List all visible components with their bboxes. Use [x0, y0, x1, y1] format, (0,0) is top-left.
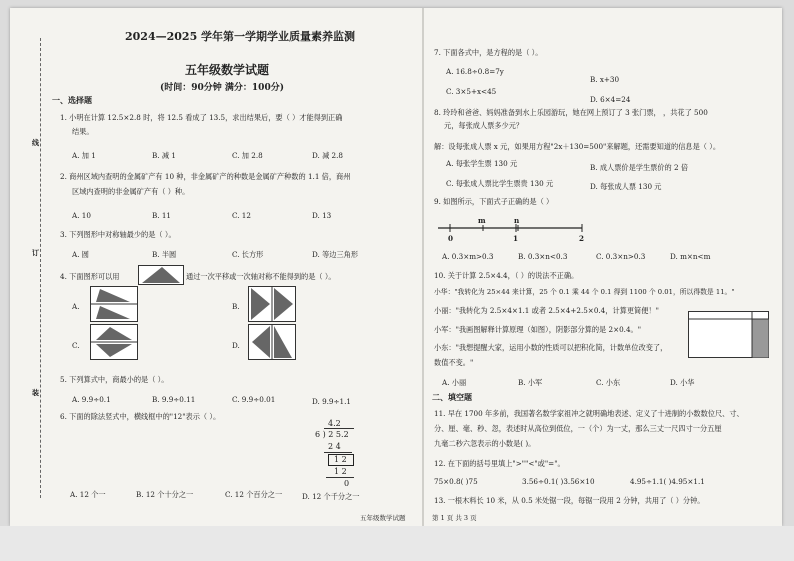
q4-option-b: B.	[232, 302, 240, 311]
section-choice: 一、选择题	[52, 95, 92, 105]
q9-option-d: D. m×n<m	[670, 252, 711, 261]
q4-option-c: C.	[72, 341, 80, 350]
q2-option-a: A. 10	[72, 211, 91, 220]
q12-item-1: 75×0.8( )75	[434, 477, 478, 486]
q3-option-c: C. 长方形	[232, 250, 264, 259]
division-step3: 1 2	[334, 467, 347, 476]
q6-text: 6. 下面的除法竖式中，横线框中的"12"表示（ ）。	[60, 412, 221, 421]
q11-line2: 分、厘、毫、秒、忽，表述时从高位到低位，一（个）为一丈，那么三丈一尺四寸一分五厘	[434, 424, 722, 433]
q7-text: 7. 下面各式中，是方程的是（ ）。	[434, 48, 543, 57]
q2-option-d: D. 13	[312, 211, 332, 220]
q10-area-diagram	[688, 311, 770, 359]
q1-line2: 结果。	[72, 127, 94, 136]
q4-option-a: A.	[72, 302, 80, 311]
q4-figure-d	[248, 324, 296, 360]
q10-statement-2: 小丽："我转化为 2.5×4×1.1 或者 2.5×4+2.5×0.4，计算更简便！"	[434, 306, 659, 315]
q4-text-pre: 4. 下面图形可以用	[60, 272, 120, 281]
numline-tick-0: 0	[448, 234, 454, 243]
q7-option-b: B. x+30	[590, 75, 620, 84]
q10-option-d: D. 小华	[670, 378, 695, 387]
numline-label-n: n	[514, 216, 520, 225]
q8-solution: 解：设每张成人票 x 元，如果用方程"2x＋130=500"来解题，还需要知道的信息是（ ）。	[434, 142, 721, 151]
q5-option-d: D. 9.9÷1.1	[312, 397, 351, 406]
q6-option-a: A. 12 个一	[70, 490, 106, 499]
q5-text: 5. 下列算式中，商最小的是（ ）。	[60, 375, 169, 384]
q1-option-d: D. 减 2.8	[312, 151, 343, 160]
q4-text-post: 通过一次平移或一次轴对称不能得到的是（ ）。	[186, 272, 336, 281]
q9-option-b: B. 0.3×n<0.3	[518, 252, 568, 261]
q3-option-b: B. 半圆	[152, 250, 177, 259]
q4-figure-a	[90, 286, 138, 322]
q11-line1: 11. 早在 1700 年多前，我国著名数学家祖冲之就明确地表述、定义了十进制的小数数位尺、寸、	[434, 409, 744, 418]
page-fold	[422, 8, 424, 526]
q11-line3: 九毫二秒六忽表示的小数是( )。	[434, 439, 536, 448]
division-remainder: 0	[344, 479, 350, 488]
q1-option-a: A. 加 1	[72, 151, 96, 160]
q7-option-a: A. 16.8÷0.8=7y	[446, 67, 504, 76]
q2-line1: 2. 商州区域内查明的金属矿产有 10 种，非金属矿产的种数是金属矿产种数的 1.1 倍，商州	[60, 172, 351, 181]
q13-text: 13. 一根木料长 10 米，从 0.5 米处锯一段，每锯一段用 2 分钟，共用了（ ）分钟。	[434, 496, 705, 505]
right-footer: 第 1 页 共 3 页	[432, 514, 477, 522]
q3-option-a: A. 圆	[72, 250, 89, 259]
numline-tick-1: 1	[513, 234, 519, 243]
division-quotient: 4.2	[328, 419, 341, 428]
q1-line1: 1. 小明在计算 12.5×2.8 时，将 12.5 看成了 13.5，求出结果后，要（ ）才能得到正确	[60, 113, 343, 122]
q2-option-c: C. 12	[232, 211, 251, 220]
number-line	[436, 216, 586, 240]
q2-line2: 区域内查明的非金属矿产有（ ）种。	[72, 187, 190, 196]
q10-statement-1: 小华："我转化为 25×44 来计算，25 个 0.1 乘 44 个 0.1 得到 1100 个 0.01，所以得数是 11。"	[434, 288, 735, 296]
q2-option-b: B. 11	[152, 211, 171, 220]
q5-option-b: B. 9.9÷0.11	[152, 395, 196, 404]
division-step2: 1 2	[334, 455, 347, 464]
division-step1: 2 4	[328, 442, 341, 451]
exam-title: 2024—2025 学年第一学期学业质量素养监测	[125, 30, 356, 43]
q5-option-a: A. 9.9÷0.1	[72, 395, 111, 404]
q4-option-d: D.	[232, 341, 240, 350]
q8-option-d: D. 每张成人票 130 元	[590, 182, 662, 191]
q12-item-2: 3.56÷0.1( )3.56×10	[522, 477, 595, 486]
q4-figure-b	[248, 286, 296, 322]
q8-option-c: C. 每张成人票比学生票贵 130 元	[446, 179, 554, 188]
q6-option-b: B. 12 个十分之一	[136, 490, 194, 499]
q3-option-d: D. 等边三角形	[312, 250, 359, 259]
q8-option-a: A. 每张学生票 130 元	[446, 159, 518, 168]
q4-figure-c	[90, 324, 138, 360]
q9-option-a: A. 0.3×m>0.3	[442, 252, 494, 261]
q9-option-c: C. 0.3×n>0.3	[596, 252, 646, 261]
q10-statement-3: 小军："我画图解释计算原理（如图），阴影部分算的是 2×0.4。"	[434, 325, 642, 334]
numline-tick-2: 2	[579, 234, 585, 243]
q7-option-d: D. 6×4=24	[590, 95, 631, 104]
q9-text: 9. 如图所示，下面式子正确的是（ ）	[434, 197, 554, 206]
q10-option-a: A. 小丽	[442, 378, 467, 387]
q4-reference-figure	[138, 265, 184, 285]
exam-meta: (时间：90分钟 满分：100分)	[160, 83, 284, 93]
margin-label-bind: 订	[32, 248, 39, 257]
q8-line2: 元，每张成人票多少元？	[444, 121, 524, 130]
division-rule2	[326, 477, 356, 479]
q8-option-b: B. 成人票价是学生票价的 2 倍	[590, 163, 689, 172]
q10-statement-4: 小东："我想提醒大家，运用小数的性质可以把积化简，计数单位改变了，	[434, 343, 668, 352]
division-dividend: 6 ) 2 5.2	[315, 430, 349, 439]
binding-line	[40, 38, 42, 498]
numline-label-m: m	[478, 216, 486, 225]
q6-option-c: C. 12 个百分之一	[225, 490, 283, 499]
q1-option-b: B. 减 1	[152, 151, 176, 160]
margin-label-pack: 装	[32, 388, 39, 397]
exam-subject: 五年级数学试题	[185, 63, 270, 77]
q10-option-b: B. 小军	[518, 378, 543, 387]
q10-statement-5: 数值不变。"	[434, 358, 474, 367]
q10-text: 10. 关于计算 2.5×4.4，（ ）的说法不正确。	[434, 271, 579, 280]
q8-line1: 8. 玲玲和爸爸、妈妈准备到水上乐园游玩，她在网上预订了 3 张门票， ，共花了 500	[434, 108, 708, 117]
q3-text: 3. 下列图形中对称轴最少的是（ ）。	[60, 230, 176, 239]
q7-option-c: C. 3×5+x<45	[446, 87, 497, 96]
section-fill-in: 二、填空题	[432, 392, 472, 402]
q6-option-d: D. 12 个千分之一	[302, 492, 360, 501]
q12-text: 12. 在下面的括号里填上">""<"或"="。	[434, 459, 565, 468]
q1-option-c: C. 加 2.8	[232, 151, 263, 160]
exam-sheet	[10, 8, 782, 526]
q12-item-3: 4.95÷1.1( )4.95×1.1	[630, 477, 705, 486]
left-footer: 五年级数学试题	[360, 514, 406, 522]
margin-label-line: 线	[32, 138, 39, 147]
q5-option-c: C. 9.9÷0.01	[232, 395, 276, 404]
q10-option-c: C. 小东	[596, 378, 621, 387]
desk-background	[0, 526, 794, 561]
